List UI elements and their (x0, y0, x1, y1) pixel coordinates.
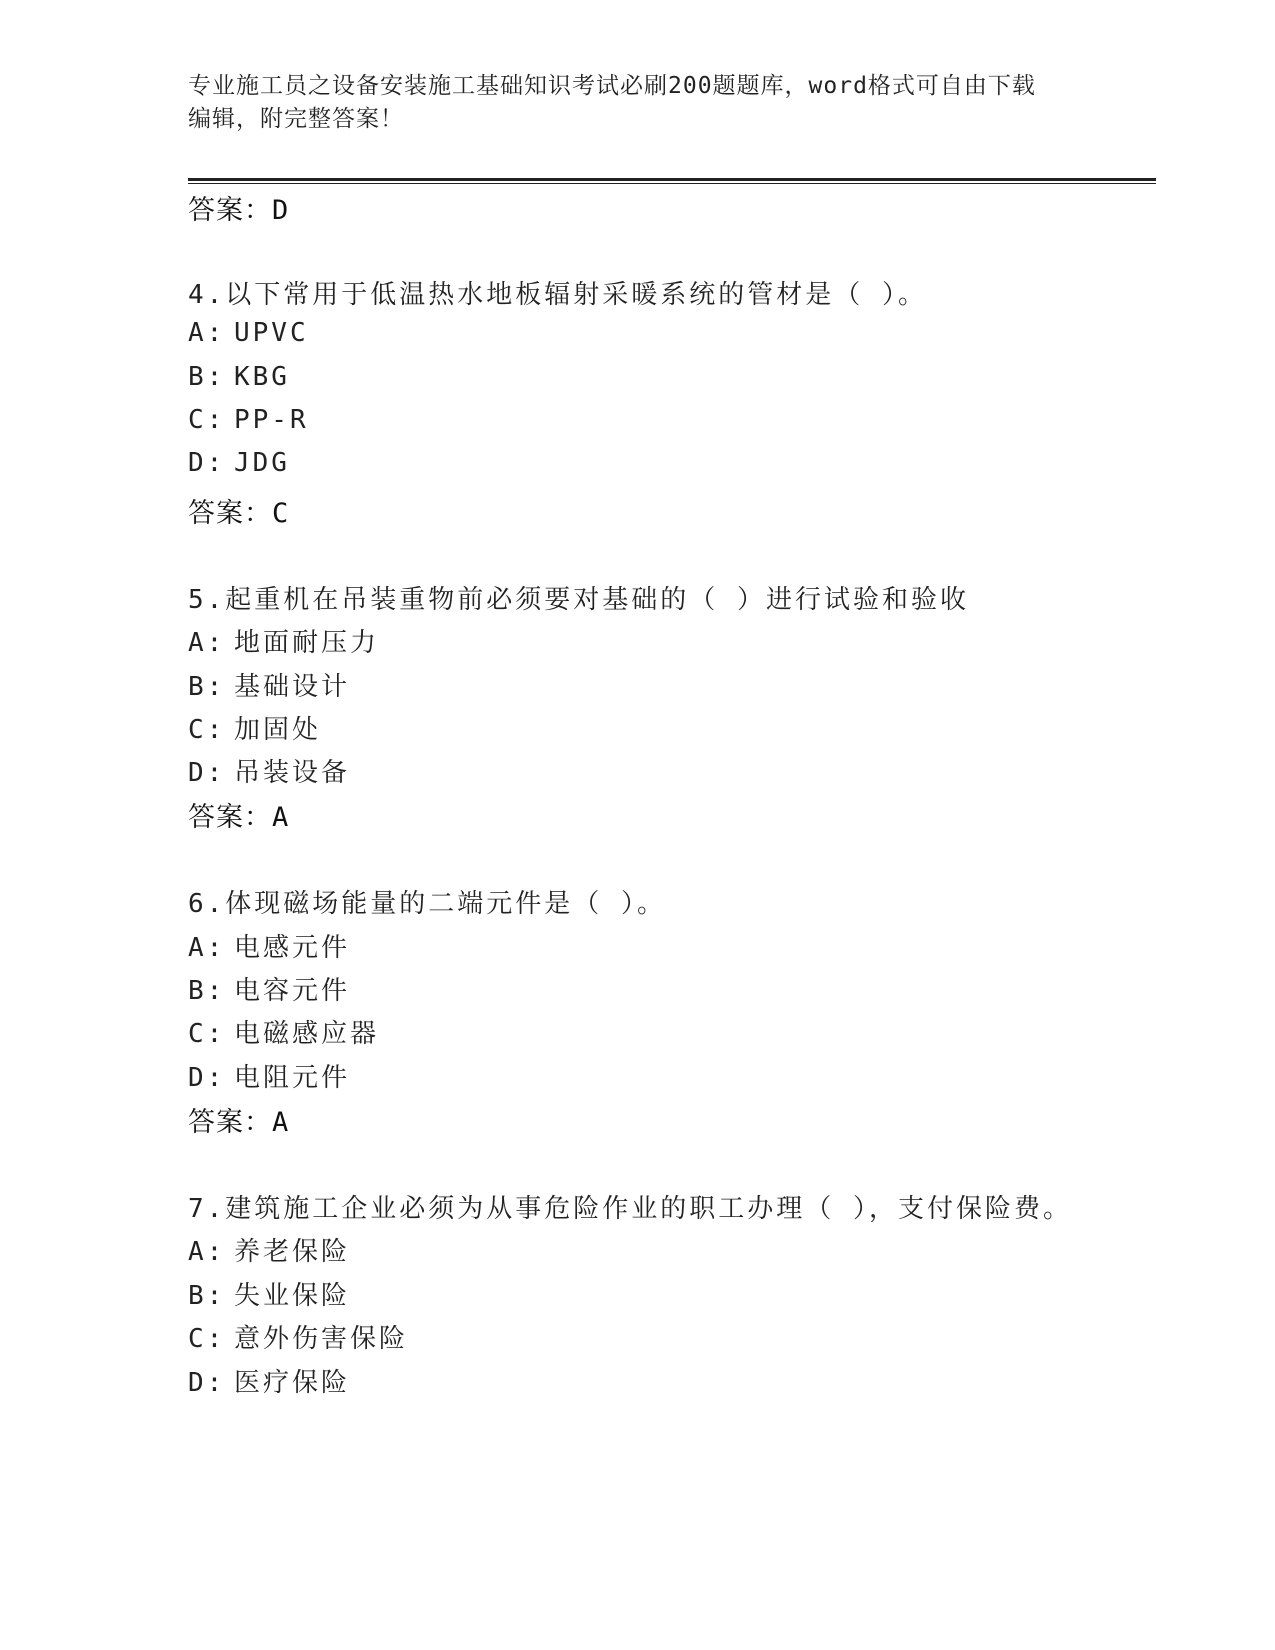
q6-option-c (188, 1013, 379, 1050)
option-label: B: (188, 672, 226, 702)
option-text: 电磁感应器 (234, 1019, 380, 1049)
option-text: 医疗保险 (234, 1368, 351, 1398)
header-divider-thin (188, 183, 1156, 184)
option-label: C: (188, 1019, 226, 1049)
q6-option-d (188, 1057, 350, 1094)
option-text: 意外伤害保险 (234, 1324, 409, 1354)
answer-q4 (188, 491, 289, 530)
option-text: 养老保险 (234, 1237, 351, 1267)
option-label: D: (188, 1368, 226, 1398)
option-text: 地面耐压力 (234, 628, 380, 658)
question-5-text: 5.起重机在吊装重物前必须要对基础的（ ）进行试验和验收 (188, 585, 969, 615)
answer-value: C (272, 498, 290, 529)
option-text: 失业保险 (234, 1281, 351, 1311)
answer-label: 答案： (188, 498, 272, 529)
q4-option-b (188, 362, 290, 392)
answer-value: D (272, 195, 290, 226)
option-label: C: (188, 405, 226, 435)
option-label: B: (188, 362, 226, 392)
q6-option-b (188, 970, 350, 1007)
option-label: B: (188, 976, 226, 1006)
option-label: D: (188, 1063, 226, 1093)
option-label: A: (188, 628, 226, 658)
q6-option-a (188, 927, 350, 964)
q4-option-c (188, 405, 309, 435)
document-header (188, 70, 1088, 136)
option-text: 加固处 (234, 715, 322, 745)
answer-value: A (272, 1107, 290, 1138)
option-text: KBG (234, 362, 290, 392)
option-text: UPVC (234, 318, 309, 348)
option-label: C: (188, 1324, 226, 1354)
option-label: B: (188, 1281, 226, 1311)
q5-option-b (188, 666, 350, 703)
q7-option-a (188, 1231, 350, 1268)
option-text: PP-R (234, 405, 309, 435)
option-text: 电感元件 (234, 933, 351, 963)
question-4-text: 4.以下常用于低温热水地板辐射采暖系统的管材是（ ）。 (188, 280, 927, 310)
answer-q5 (188, 795, 289, 834)
q4-option-a (188, 318, 309, 348)
answer-label: 答案： (188, 195, 272, 226)
option-text: 电阻元件 (234, 1063, 351, 1093)
header-divider-thick (188, 178, 1156, 181)
header-line-2: 编辑，附完整答案！ (188, 106, 404, 132)
option-label: C: (188, 715, 226, 745)
option-text: 吊装设备 (234, 758, 351, 788)
answer-label: 答案： (188, 1107, 272, 1138)
q7-option-d (188, 1362, 350, 1399)
option-text: 电容元件 (234, 976, 351, 1006)
answer-label: 答案： (188, 802, 272, 833)
q5-option-d (188, 752, 350, 789)
option-text: 基础设计 (234, 672, 351, 702)
answer-q6 (188, 1100, 289, 1139)
answer-value: A (272, 802, 290, 833)
header-line-1: 专业施工员之设备安装施工基础知识考试必刷200题题库，word格式可自由下载 (188, 73, 1036, 99)
option-text: JDG (234, 448, 290, 478)
option-label: D: (188, 758, 226, 788)
answer-prev (188, 188, 289, 227)
question-7-text: 7.建筑施工企业必须为从事危险作业的职工办理（ ），支付保险费。 (188, 1194, 1072, 1224)
option-label: A: (188, 318, 226, 348)
q4-option-d (188, 448, 290, 478)
q5-option-a (188, 622, 379, 659)
option-label: A: (188, 1237, 226, 1267)
option-label: D: (188, 448, 226, 478)
option-label: A: (188, 933, 226, 963)
q7-option-b (188, 1275, 350, 1312)
q7-option-c (188, 1318, 408, 1355)
question-6-text: 6.体现磁场能量的二端元件是（ ）。 (188, 889, 666, 919)
q5-option-c (188, 709, 321, 746)
